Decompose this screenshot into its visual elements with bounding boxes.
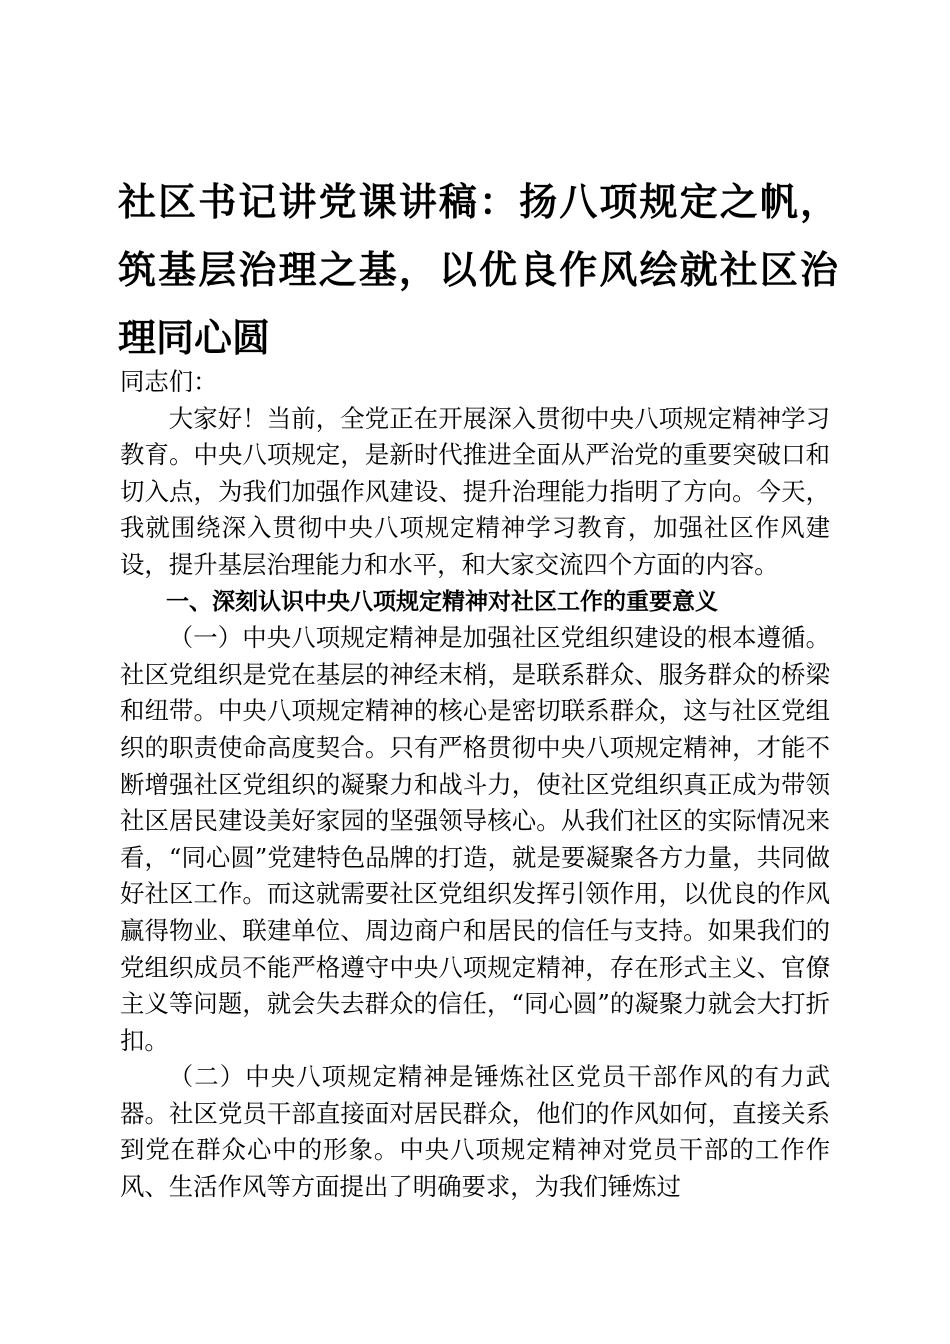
paragraph-1: （一）中央八项规定精神是加强社区党组织建设的根本遵循。社区党组织是党在基层的神经末梢，是联系群众、服务群众的桥梁和纽带。中央八项规定精神的核心是密切联系群众，这与社区党组织的职责使命高度契合。只有严格贯彻中央八项规定精神，才能不断增强社区党组织的凝聚力和战斗力，使社区党组织真正成为带领社区居民建设美好家园的坚强领导核心。从我们社区的实际情况来看，“同心圆”党建特色品牌的打造，就是要凝聚各方力量，共同做好社区工作。而这就需要社区党组织发挥引领作用，以优良的作风赢得物业、联建单位、周边商户和居民的信任与支持。如果我们的党组织成员不能严格遵守中央八项规定精神，存在形式主义、官僚主义等问题，就会失去群众的信任，“同心圆”的凝聚力就会大打折扣。: [120, 623, 830, 1055]
section-heading-1: 一、深刻认识中央八项规定精神对社区工作的重要意义: [166, 588, 718, 615]
document-title: 社区书记讲党课讲稿：扬八项规定之帆，筑基层治理之基，以优良作风绘就社区治理同心圆: [118, 179, 838, 360]
salutation: 同志们：: [120, 367, 218, 396]
intro-paragraph: 大家好！当前，全党正在开展深入贯彻中央八项规定精神学习教育。中央八项规定，是新时代推进全面从严治党的重要突破口和切入点，为我们加强作风建设、提升治理能力指明了方向。今天，我就围绕深入贯彻中央八项规定精神学习教育，加强社区作风建设，提升基层治理能力和水平，和大家交流四个方面的内容。: [120, 403, 830, 579]
document-body: [120, 364, 830, 1206]
paragraph-2: （二）中央八项规定精神是锤炼社区党员干部作风的有力武器。社区党员干部直接面对居民群众，他们的作风如何，直接关系到党在群众心中的形象。中央八项规定精神对党员干部的工作作风、生活作风等方面提出了明确要求，为我们锤炼过: [120, 1062, 830, 1202]
